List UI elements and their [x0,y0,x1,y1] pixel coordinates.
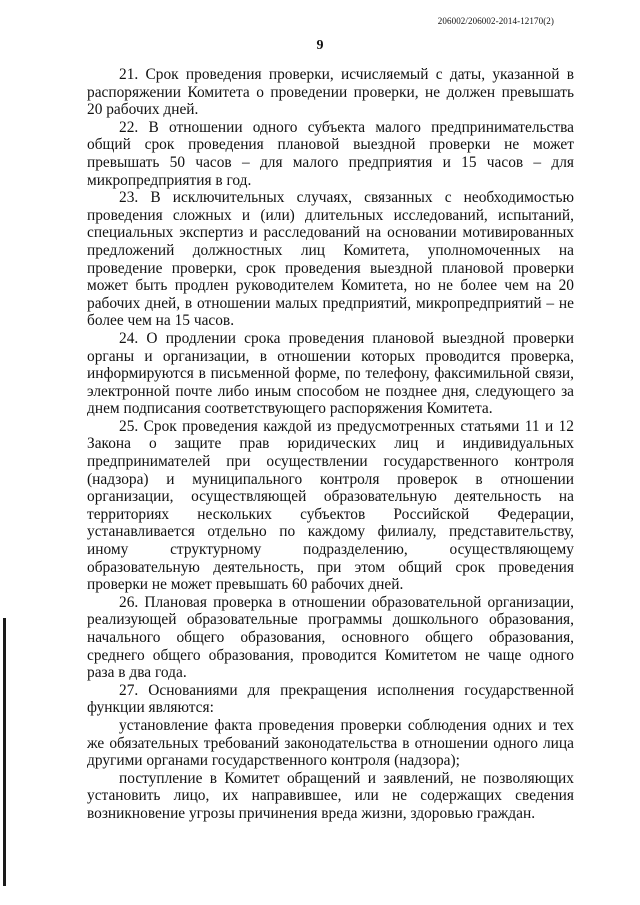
paragraph-25: 25. Срок проведения каждой из предусмотренных статьями 11 и 12 Закона о защите прав юридических лиц и индивидуальных предпринимателей при осуществлении государственного контроля (надзора) и муниципального контроля проверок в отношении организации, осуществляющей образовательную деятельность на территориях нескольких субъектов Российской Федерации, устанавливается отдельно по каждому филиалу, представительству, иному структурному подразделению, осуществляющему образовательную деятельность, при этом общий срок проведения проверки не может превышать 60 рабочих дней. [87,417,574,594]
paragraph-27-item-1: установление факта проведения проверки соблюдения одних и тех же обязательных требований законодательства в отношении одного лица другими органами государственного контроля (надзора); [87,716,574,770]
page-number: 9 [316,38,324,53]
paragraph-27-item-2: поступление в Комитет обращений и заявлений, не позволяющих установить лицо, их направившее, или не содержащих сведения возникновение угрозы причинения вреда жизни, здоровью граждан. [87,769,574,822]
paragraph-24: 24. О продлении срока проведения плановой выездной проверки органы и организации, в отношении которых проводится проверка, информируются в письменной форме, по телефону, факсимильной связи, электронной почте либо иным способом не позднее дня, следующего за днем подписания соответствующего распоряжения Комитета. [87,329,574,418]
paragraph-21: 21. Срок проведения проверки, исчисляемый с даты, указанной в распоряжении Комитета о проведении проверки, не должен превышать 20 рабочих дней. [87,66,574,119]
document-number: 206002/206002-2014-12170(2) [437,16,554,26]
paragraph-22: 22. В отношении одного субъекта малого предпринимательства общий срок проведения плановой выездной проверки не может превышать 50 часов – для малого предприятия и 15 часов – для микропредприятия в год. [87,118,574,189]
scan-edge-mark [3,618,6,886]
paragraph-26: 26. Плановая проверка в отношении образовательной организации, реализующей образовательные программы дошкольного образования, начального общего образования, основного общего образования, среднего общего образования, проводится Комитетом не чаще одного раза в два года. [87,593,574,682]
paragraph-23: 23. В исключительных случаях, связанных с необходимостью проведения сложных и (или) длительных исследований, испытаний, специальных экспертиз и расследований на основании мотивированных предложений должностных лиц Комитета, уполномоченных на проведение проверки, срок проведения выездной плановой проверки может быть продлен руководителем Комитета, но не более чем на 20 рабочих дней, в отношении малых предприятий, микропредприятий – не более чем на 15 часов. [87,189,574,330]
paragraph-27: 27. Основаниями для прекращения исполнения государственной функции являются: [87,681,574,717]
document-body [87,66,574,823]
